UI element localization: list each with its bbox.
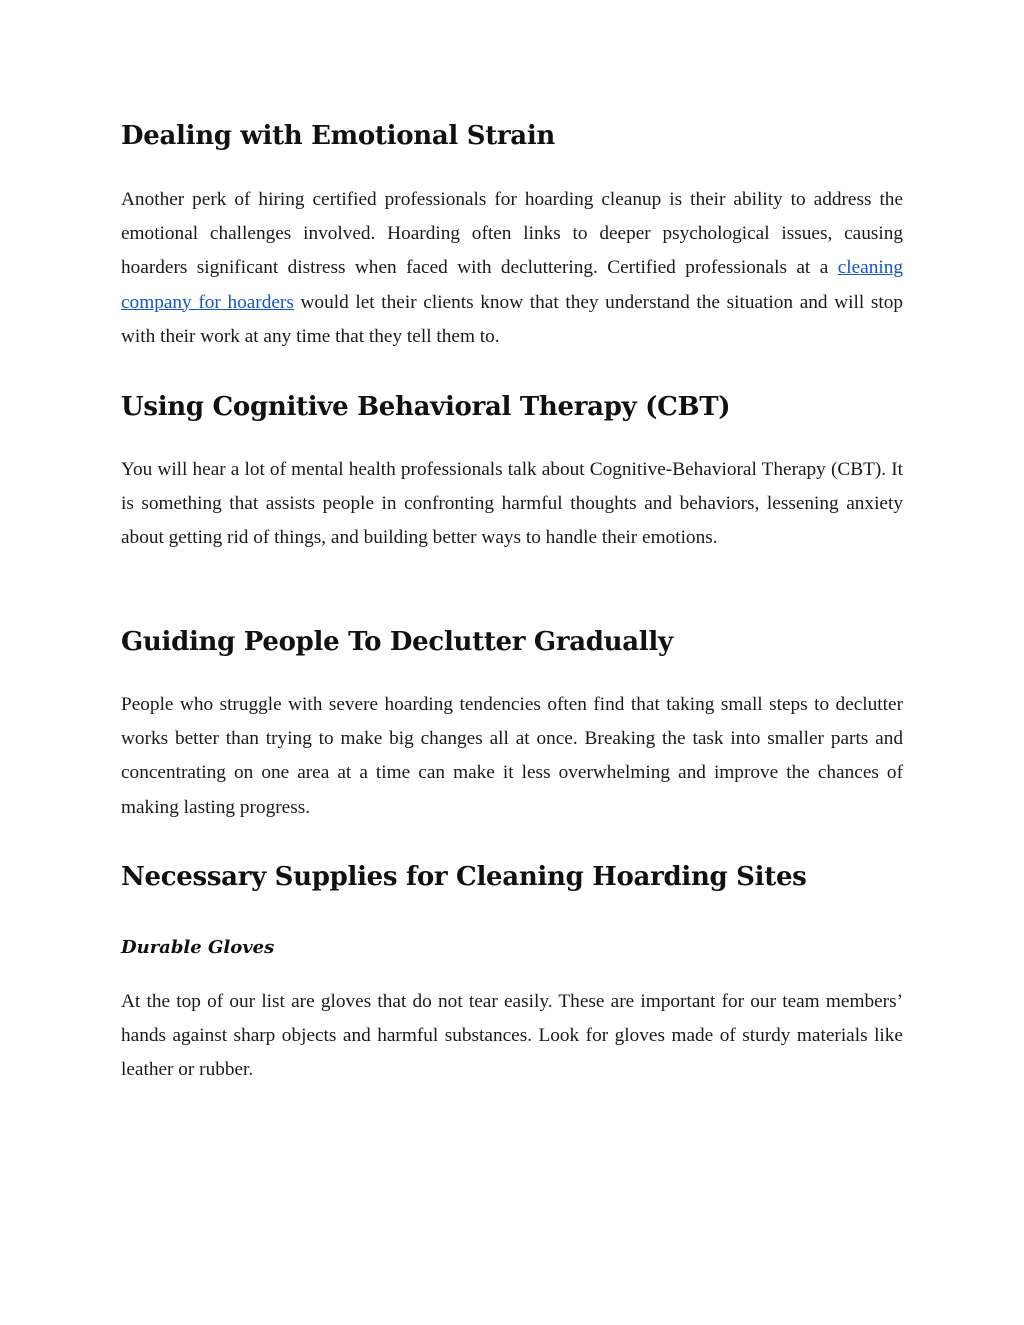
subheading-durable-gloves: Durable Gloves [121,937,275,958]
paragraph-text-after-link: would let their clients know that they understand the situation and will stop with their work at any time that they tell them to. [121,291,903,347]
heading-cbt: Using Cognitive Behavioral Therapy (CBT) [121,392,731,422]
paragraph-durable-gloves: At the top of our list are gloves that do not tear easily. These are important for our team members’ hands against sharp objects and harmful substances. Look for gloves made of sturdy materials like leather or rubber. [121,991,903,1081]
heading-emotional-strain: Dealing with Emotional Strain [121,121,556,151]
cleaning-company-link[interactable]: cleaning company for hoarders [121,257,903,313]
paragraph-emotional-strain [121,183,903,354]
heading-declutter-gradually: Guiding People To Declutter Gradually [121,627,673,657]
paragraph-declutter-gradually: People who struggle with severe hoarding tendencies often find that taking small steps to declutter works better than trying to make big changes all at once. Breaking the task into smaller parts and concentrating on one area at a time can make it less overwhelming and improve the chances of making lasting progress. [121,694,903,818]
paragraph-text-before-link: Another perk of hiring certified professionals for hoarding cleanup is their ability to address the emotional challenges involved. Hoarding often links to deeper psychological issues, causing hoarders significant distress when faced with decluttering. Certified professionals at a [121,189,903,279]
paragraph-cbt: You will hear a lot of mental health professionals talk about Cognitive-Behavioral Therapy (CBT). It is something that assists people in confronting harmful thoughts and behaviors, lessening anxiety about getting rid of things, and building better ways to handle their emotions. [121,459,903,549]
heading-necessary-supplies: Necessary Supplies for Cleaning Hoarding Sites [121,862,807,892]
